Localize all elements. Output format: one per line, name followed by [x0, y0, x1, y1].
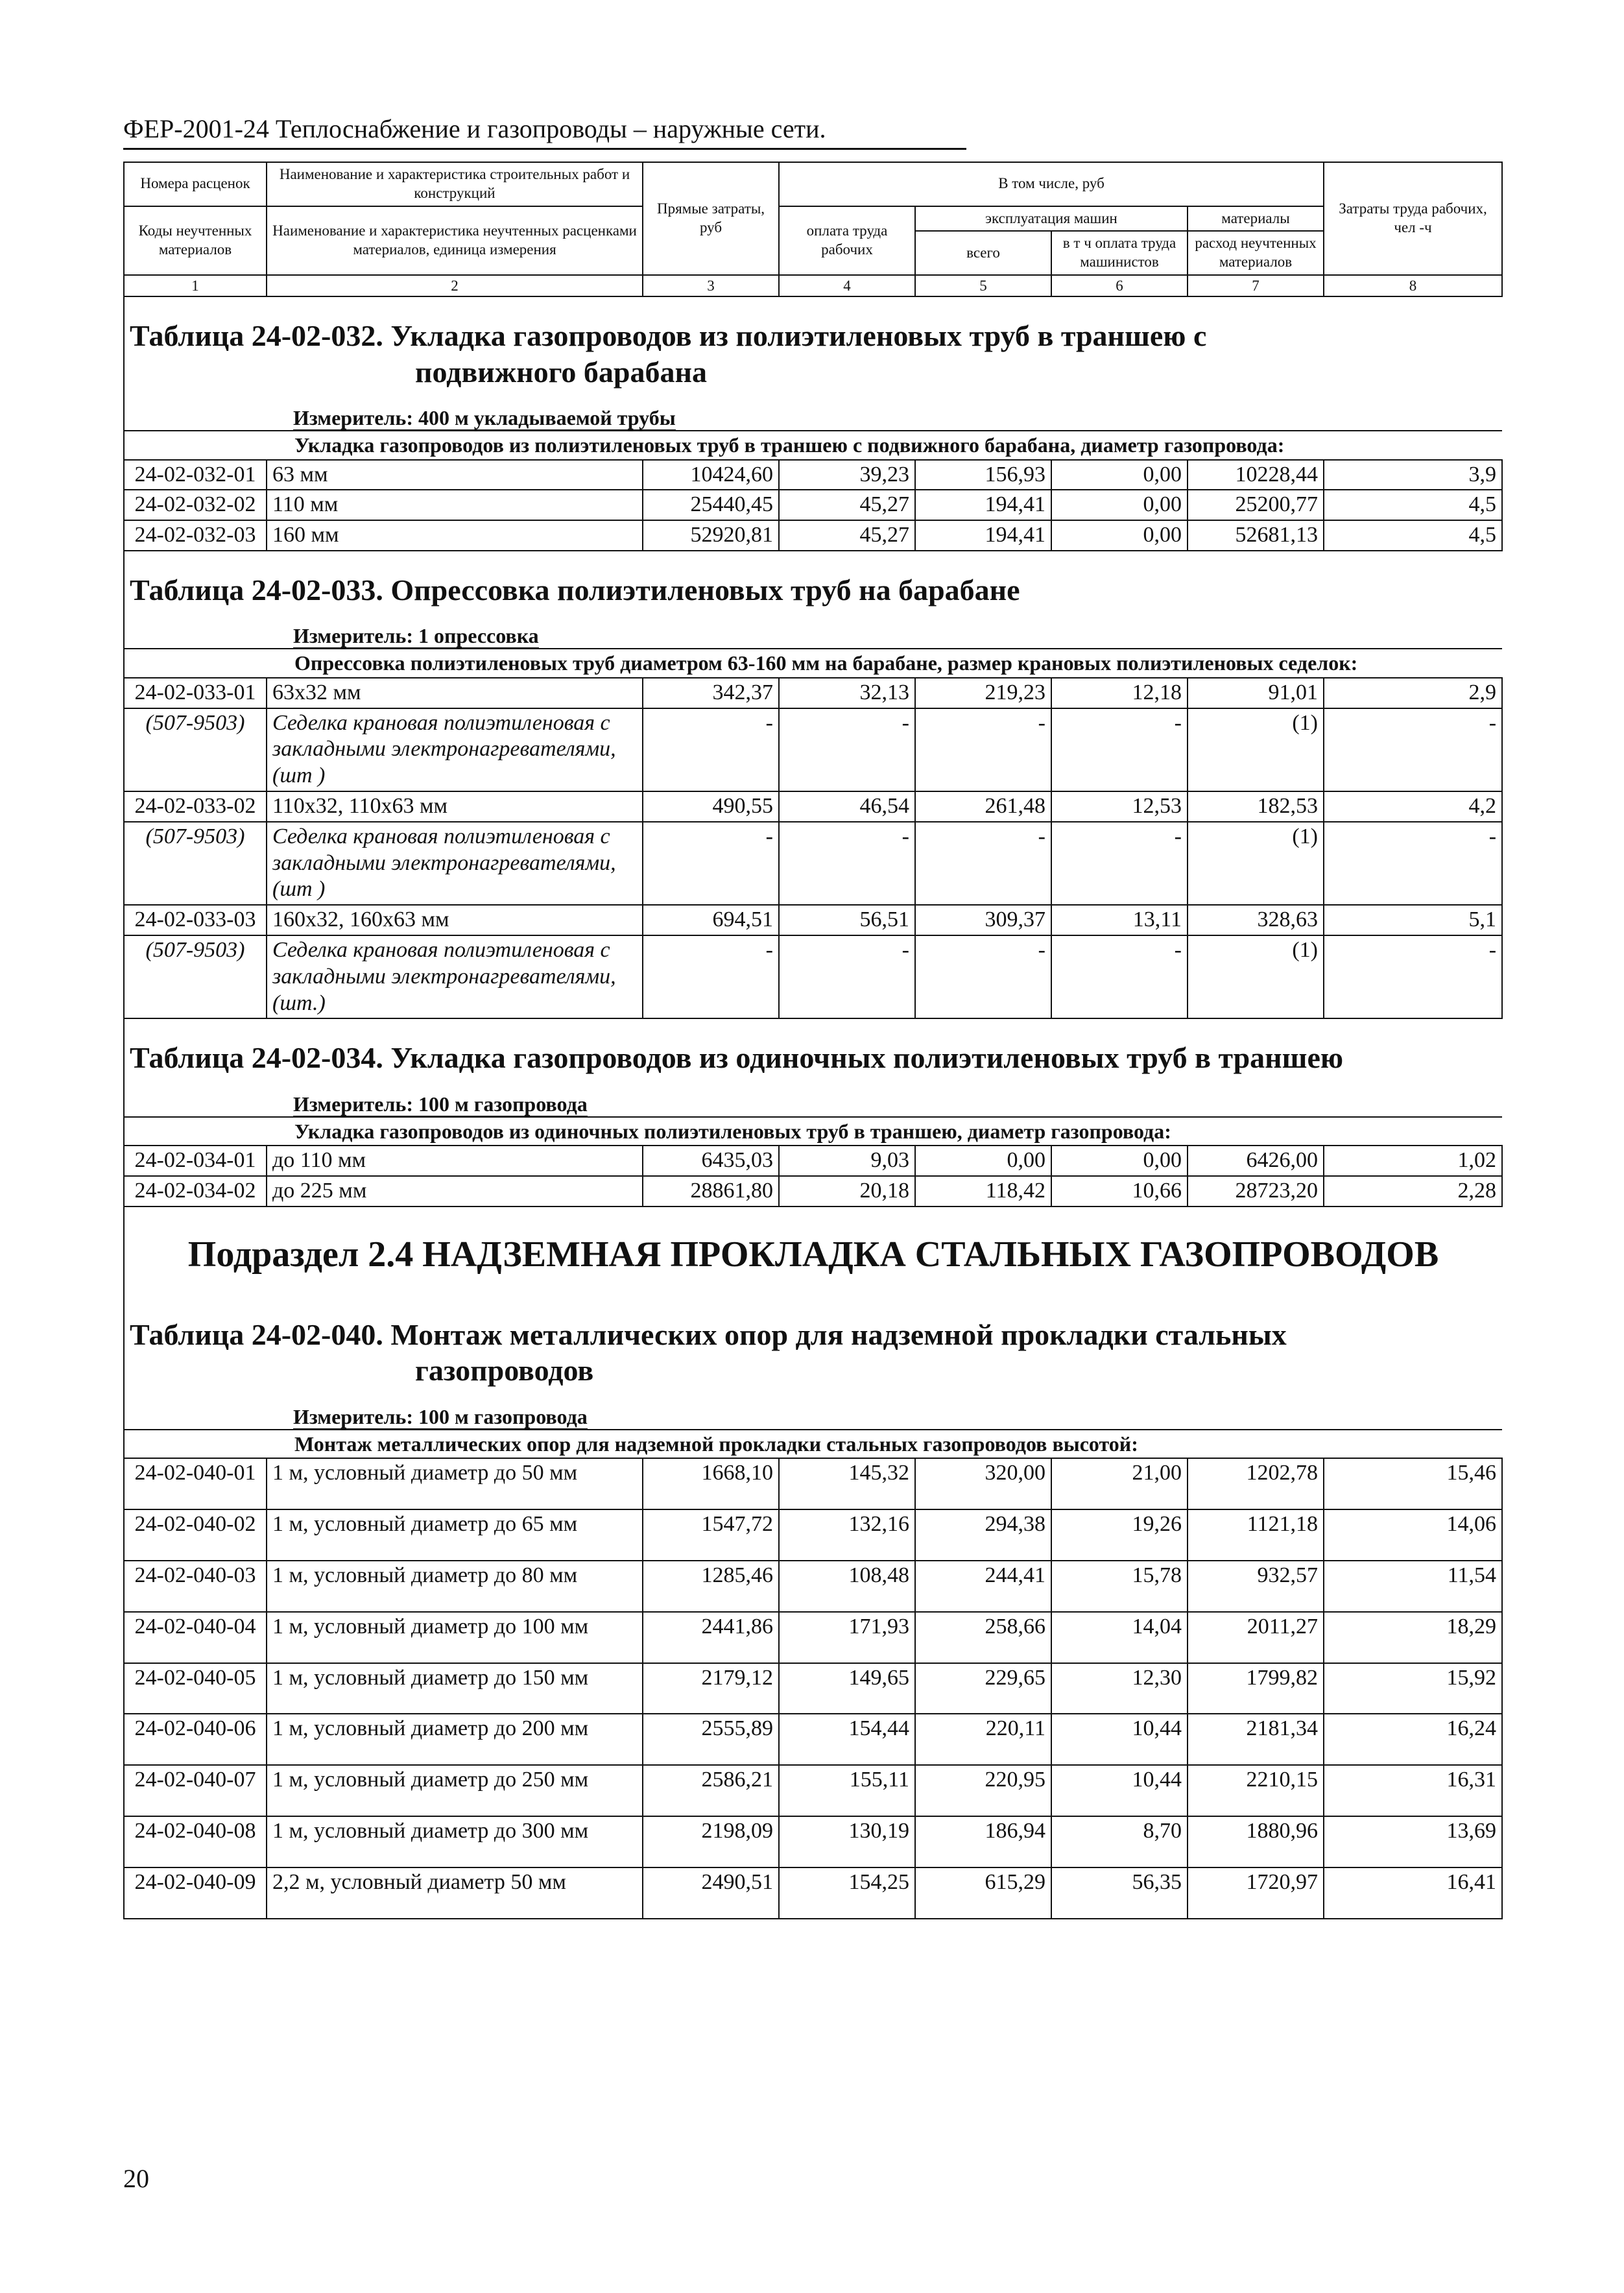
rate-name: 1 м, условный диаметр до 65 мм — [267, 1509, 643, 1561]
labor-cost: - — [779, 708, 915, 791]
machine-cost: 258,66 — [915, 1612, 1051, 1663]
rate-code: 24-02-040-04 — [124, 1612, 267, 1663]
table-row — [124, 460, 1502, 490]
col-header-hours: Затраты труда рабочих, чел -ч — [1324, 162, 1502, 275]
subsection-title: Подраздел 2.4 НАДЗЕМНАЯ ПРОКЛАДКА СТАЛЬНЫХ ГАЗОПРОВОДОВ — [124, 1207, 1502, 1296]
rate-name: 63 мм — [267, 460, 643, 490]
direct-cost: 694,51 — [643, 905, 779, 935]
document-page — [123, 114, 1501, 1919]
column-header-row — [124, 162, 1502, 206]
rate-name: 63х32 мм — [267, 678, 643, 708]
machine-cost: 294,38 — [915, 1509, 1051, 1561]
material-cost: 2011,27 — [1188, 1612, 1324, 1663]
table-title — [124, 551, 1502, 618]
direct-cost: 10424,60 — [643, 460, 779, 490]
machine-cost: 194,41 — [915, 520, 1051, 551]
machinist-cost: - — [1051, 822, 1188, 905]
col-header-materials: материалы — [1188, 206, 1324, 232]
column-number-row — [124, 275, 1502, 297]
group-heading: Монтаж металлических опор для надземной прокладки стальных газопроводов высотой: — [124, 1430, 1502, 1458]
labor-hours: 4,5 — [1324, 520, 1502, 551]
labor-hours: 15,46 — [1324, 1458, 1502, 1509]
rate-code: 24-02-040-08 — [124, 1816, 267, 1867]
material-cost: 91,01 — [1188, 678, 1324, 708]
meter-text: Измеритель: 400 м укладываемой трубы — [293, 405, 676, 429]
direct-cost: 2490,51 — [643, 1867, 779, 1919]
rate-code: 24-02-040-01 — [124, 1458, 267, 1509]
rate-code: 24-02-040-07 — [124, 1765, 267, 1816]
material-cost: 932,57 — [1188, 1561, 1324, 1612]
material-cost: (1) — [1188, 708, 1324, 791]
table-row — [124, 1816, 1502, 1867]
direct-cost: 6435,03 — [643, 1146, 779, 1176]
rate-name: 1 м, условный диаметр до 200 мм — [267, 1714, 643, 1765]
table-title-line: Таблица 24-02-032. Укладка газопроводов из полиэтиленовых труб в траншею с — [130, 319, 1207, 353]
meter-row — [124, 1399, 1502, 1430]
material-cost: (1) — [1188, 822, 1324, 905]
col-header-materials-usage: расход неучтенных материалов — [1188, 231, 1324, 275]
table-title-row — [124, 296, 1502, 400]
labor-hours: 14,06 — [1324, 1509, 1502, 1561]
col-header-codes: Номера расценок — [124, 162, 267, 206]
machinist-cost: 21,00 — [1051, 1458, 1188, 1509]
machinist-cost: 0,00 — [1051, 460, 1188, 490]
labor-cost: 39,23 — [779, 460, 915, 490]
labor-cost: 171,93 — [779, 1612, 915, 1663]
price-table-body — [124, 162, 1502, 1919]
table-row — [124, 1867, 1502, 1919]
rate-code: 24-02-033-03 — [124, 905, 267, 935]
table-title-line: газопроводов — [415, 1354, 594, 1387]
machine-cost: 309,37 — [915, 905, 1051, 935]
material-cost: 6426,00 — [1188, 1146, 1324, 1176]
machinist-cost: 8,70 — [1051, 1816, 1188, 1867]
table-row — [124, 791, 1502, 822]
machine-cost: - — [915, 708, 1051, 791]
table-row — [124, 822, 1502, 905]
material-cost: 1720,97 — [1188, 1867, 1324, 1919]
labor-hours: 18,29 — [1324, 1612, 1502, 1663]
table-row — [124, 708, 1502, 791]
col-header-direct: Прямые затраты, руб — [643, 162, 779, 275]
material-cost: (1) — [1188, 935, 1324, 1018]
table-title — [124, 1018, 1502, 1086]
machine-cost: - — [915, 822, 1051, 905]
labor-cost: 154,44 — [779, 1714, 915, 1765]
page-number: 20 — [123, 2164, 149, 2193]
rate-code: 24-02-040-05 — [124, 1663, 267, 1714]
machine-cost: 186,94 — [915, 1816, 1051, 1867]
meter-text: Измеритель: 100 м газопровода — [293, 1092, 588, 1116]
rate-name: 160 мм — [267, 520, 643, 551]
labor-hours: 13,69 — [1324, 1816, 1502, 1867]
material-cost: 2210,15 — [1188, 1765, 1324, 1816]
col-header-materials-codes: Коды неучтенных материалов — [124, 206, 267, 275]
material-cost: 10228,44 — [1188, 460, 1324, 490]
rate-code: (507-9503) — [124, 708, 267, 791]
rate-code: 24-02-032-03 — [124, 520, 267, 551]
direct-cost: 2555,89 — [643, 1714, 779, 1765]
direct-cost: 490,55 — [643, 791, 779, 822]
labor-hours: 1,02 — [1324, 1146, 1502, 1176]
material-cost: 182,53 — [1188, 791, 1324, 822]
rate-name: 110х32, 110х63 мм — [267, 791, 643, 822]
labor-cost: 45,27 — [779, 520, 915, 551]
labor-hours: 16,24 — [1324, 1714, 1502, 1765]
col-number: 2 — [267, 275, 643, 297]
col-header-in-total: В том числе, руб — [779, 162, 1324, 206]
direct-cost: 1285,46 — [643, 1561, 779, 1612]
rate-name: 110 мм — [267, 490, 643, 520]
rate-code: 24-02-032-01 — [124, 460, 267, 490]
table-row — [124, 1714, 1502, 1765]
meter-text: Измеритель: 100 м газопровода — [293, 1404, 588, 1428]
material-cost: 1202,78 — [1188, 1458, 1324, 1509]
col-number: 5 — [915, 275, 1051, 297]
table-title-line: Таблица 24-02-033. Опрессовка полиэтиленовых труб на барабане — [130, 573, 1020, 606]
table-title-row — [124, 551, 1502, 618]
col-number: 3 — [643, 275, 779, 297]
machinist-cost: 12,30 — [1051, 1663, 1188, 1714]
rate-name: до 110 мм — [267, 1146, 643, 1176]
material-cost: 2181,34 — [1188, 1714, 1324, 1765]
machinist-cost: 12,53 — [1051, 791, 1188, 822]
group-row — [124, 1117, 1502, 1146]
table-title-line: Таблица 24-02-040. Монтаж металлических опор для надземной прокладки стальных — [130, 1318, 1287, 1352]
labor-hours: 16,31 — [1324, 1765, 1502, 1816]
labor-hours: - — [1324, 822, 1502, 905]
direct-cost: 2586,21 — [643, 1765, 779, 1816]
direct-cost: 1668,10 — [643, 1458, 779, 1509]
material-cost: 1799,82 — [1188, 1663, 1324, 1714]
table-row — [124, 935, 1502, 1018]
machine-cost: 244,41 — [915, 1561, 1051, 1612]
labor-cost: 45,27 — [779, 490, 915, 520]
meter — [124, 1086, 1502, 1117]
rate-name: 1 м, условный диаметр до 50 мм — [267, 1458, 643, 1509]
labor-cost: 9,03 — [779, 1146, 915, 1176]
meter — [124, 618, 1502, 649]
table-row — [124, 520, 1502, 551]
rate-name: до 225 мм — [267, 1176, 643, 1207]
meter-text: Измеритель: 1 опрессовка — [293, 624, 539, 648]
machine-cost: 156,93 — [915, 460, 1051, 490]
direct-cost: - — [643, 935, 779, 1018]
table-row — [124, 905, 1502, 935]
machine-cost: 261,48 — [915, 791, 1051, 822]
material-cost: 1121,18 — [1188, 1509, 1324, 1561]
material-cost: 25200,77 — [1188, 490, 1324, 520]
machinist-cost: 19,26 — [1051, 1509, 1188, 1561]
rate-name: Седелка крановая полиэтиленовая с закладными электронагревателями, (шт ) — [267, 822, 643, 905]
machine-cost: 0,00 — [915, 1146, 1051, 1176]
machine-cost: 219,23 — [915, 678, 1051, 708]
labor-cost: 155,11 — [779, 1765, 915, 1816]
rate-code: 24-02-040-02 — [124, 1509, 267, 1561]
table-row — [124, 1146, 1502, 1176]
labor-hours: 4,2 — [1324, 791, 1502, 822]
machine-cost: 220,95 — [915, 1765, 1051, 1816]
machinist-cost: 12,18 — [1051, 678, 1188, 708]
direct-cost: 25440,45 — [643, 490, 779, 520]
machine-cost: 320,00 — [915, 1458, 1051, 1509]
group-row — [124, 431, 1502, 459]
meter-row — [124, 400, 1502, 431]
group-heading: Опрессовка полиэтиленовых труб диаметром 63-160 мм на барабане, размер крановых полиэтиленовых седелок: — [124, 649, 1502, 677]
column-header-row-2 — [124, 206, 1502, 232]
direct-cost: 1547,72 — [643, 1509, 779, 1561]
labor-cost: 132,16 — [779, 1509, 915, 1561]
rate-code: (507-9503) — [124, 822, 267, 905]
rate-code: (507-9503) — [124, 935, 267, 1018]
direct-cost: - — [643, 708, 779, 791]
rate-name: 1 м, условный диаметр до 80 мм — [267, 1561, 643, 1612]
machinist-cost: 10,44 — [1051, 1714, 1188, 1765]
meter-row — [124, 1086, 1502, 1117]
rate-name: 1 м, условный диаметр до 100 мм — [267, 1612, 643, 1663]
price-table — [123, 162, 1503, 1919]
group-heading: Укладка газопроводов из одиночных полиэтиленовых труб в траншею, диаметр газопровода: — [124, 1117, 1502, 1146]
machinist-cost: 56,35 — [1051, 1867, 1188, 1919]
rate-code: 24-02-034-02 — [124, 1176, 267, 1207]
meter-row — [124, 618, 1502, 649]
rate-code: 24-02-033-02 — [124, 791, 267, 822]
meter — [124, 400, 1502, 431]
col-number: 4 — [779, 275, 915, 297]
rate-code: 24-02-032-02 — [124, 490, 267, 520]
direct-cost: 2179,12 — [643, 1663, 779, 1714]
direct-cost: 2441,86 — [643, 1612, 779, 1663]
direct-cost: 342,37 — [643, 678, 779, 708]
meter — [124, 1399, 1502, 1430]
labor-hours: 4,5 — [1324, 490, 1502, 520]
machinist-cost: 0,00 — [1051, 520, 1188, 551]
labor-cost: 154,25 — [779, 1867, 915, 1919]
table-row — [124, 1509, 1502, 1561]
col-header-machines-total: всего — [915, 231, 1051, 275]
material-cost: 28723,20 — [1188, 1176, 1324, 1207]
table-title-line: подвижного барабана — [415, 355, 707, 389]
machinist-cost: 10,66 — [1051, 1176, 1188, 1207]
machine-cost: 229,65 — [915, 1663, 1051, 1714]
table-row — [124, 678, 1502, 708]
direct-cost: - — [643, 822, 779, 905]
table-row — [124, 1561, 1502, 1612]
col-header-materials-name: Наименование и характеристика неучтенных расценками материалов, единица измерения — [267, 206, 643, 275]
machine-cost: 118,42 — [915, 1176, 1051, 1207]
col-header-labor: оплата труда рабочих — [779, 206, 915, 275]
direct-cost: 52920,81 — [643, 520, 779, 551]
material-cost: 1880,96 — [1188, 1816, 1324, 1867]
table-title-row — [124, 1296, 1502, 1399]
table-row — [124, 1458, 1502, 1509]
labor-cost: 46,54 — [779, 791, 915, 822]
labor-hours: 3,9 — [1324, 460, 1502, 490]
col-header-name: Наименование и характеристика строительных работ и конструкций — [267, 162, 643, 206]
col-number: 1 — [124, 275, 267, 297]
material-cost: 328,63 — [1188, 905, 1324, 935]
machine-cost: 220,11 — [915, 1714, 1051, 1765]
labor-cost: 108,48 — [779, 1561, 915, 1612]
rate-name: 2,2 м, условный диаметр 50 мм — [267, 1867, 643, 1919]
labor-cost: - — [779, 935, 915, 1018]
labor-hours: - — [1324, 935, 1502, 1018]
col-number: 7 — [1188, 275, 1324, 297]
machinist-cost: - — [1051, 935, 1188, 1018]
labor-cost: - — [779, 822, 915, 905]
labor-cost: 149,65 — [779, 1663, 915, 1714]
table-title — [124, 296, 1502, 400]
rate-name: 1 м, условный диаметр до 150 мм — [267, 1663, 643, 1714]
labor-hours: 11,54 — [1324, 1561, 1502, 1612]
labor-hours: 15,92 — [1324, 1663, 1502, 1714]
table-row — [124, 1612, 1502, 1663]
labor-cost: 56,51 — [779, 905, 915, 935]
group-row — [124, 649, 1502, 677]
labor-cost: 130,19 — [779, 1816, 915, 1867]
machinist-cost: 0,00 — [1051, 490, 1188, 520]
table-row — [124, 1176, 1502, 1207]
material-cost: 52681,13 — [1188, 520, 1324, 551]
machine-cost: 615,29 — [915, 1867, 1051, 1919]
table-title — [124, 1296, 1502, 1399]
labor-hours: 2,9 — [1324, 678, 1502, 708]
rate-name: Седелка крановая полиэтиленовая с закладными электронагревателями, (шт.) — [267, 935, 643, 1018]
labor-hours: - — [1324, 708, 1502, 791]
machinist-cost: 0,00 — [1051, 1146, 1188, 1176]
rate-code: 24-02-040-06 — [124, 1714, 267, 1765]
running-header: ФЕР-2001-24 Теплоснабжение и газопроводы – наружные сети. — [123, 114, 966, 150]
group-row — [124, 1430, 1502, 1458]
machinist-cost: - — [1051, 708, 1188, 791]
labor-hours: 2,28 — [1324, 1176, 1502, 1207]
labor-hours: 16,41 — [1324, 1867, 1502, 1919]
direct-cost: 28861,80 — [643, 1176, 779, 1207]
rate-name: 1 м, условный диаметр до 250 мм — [267, 1765, 643, 1816]
machine-cost: 194,41 — [915, 490, 1051, 520]
machinist-cost: 15,78 — [1051, 1561, 1188, 1612]
table-title-line: Таблица 24-02-034. Укладка газопроводов из одиночных полиэтиленовых труб в траншею — [130, 1041, 1344, 1075]
labor-cost: 20,18 — [779, 1176, 915, 1207]
machinist-cost: 13,11 — [1051, 905, 1188, 935]
table-row — [124, 1663, 1502, 1714]
rate-name: 160х32, 160х63 мм — [267, 905, 643, 935]
machinist-cost: 14,04 — [1051, 1612, 1188, 1663]
machinist-cost: 10,44 — [1051, 1765, 1188, 1816]
table-title-row — [124, 1018, 1502, 1086]
col-header-machines: эксплуатация машин — [915, 206, 1188, 232]
machine-cost: - — [915, 935, 1051, 1018]
col-number: 8 — [1324, 275, 1502, 297]
table-row — [124, 490, 1502, 520]
rate-name: 1 м, условный диаметр до 300 мм — [267, 1816, 643, 1867]
labor-hours: 5,1 — [1324, 905, 1502, 935]
direct-cost: 2198,09 — [643, 1816, 779, 1867]
col-header-machinists: в т ч оплата труда машинистов — [1051, 231, 1188, 275]
rate-code: 24-02-033-01 — [124, 678, 267, 708]
table-row — [124, 1765, 1502, 1816]
group-heading: Укладка газопроводов из полиэтиленовых труб в траншею с подвижного барабана, диаметр газопровода: — [124, 431, 1502, 459]
rate-code: 24-02-040-03 — [124, 1561, 267, 1612]
subsection-row — [124, 1207, 1502, 1296]
rate-code: 24-02-040-09 — [124, 1867, 267, 1919]
labor-cost: 32,13 — [779, 678, 915, 708]
col-number: 6 — [1051, 275, 1188, 297]
labor-cost: 145,32 — [779, 1458, 915, 1509]
rate-code: 24-02-034-01 — [124, 1146, 267, 1176]
rate-name: Седелка крановая полиэтиленовая с закладными электронагревателями, (шт ) — [267, 708, 643, 791]
